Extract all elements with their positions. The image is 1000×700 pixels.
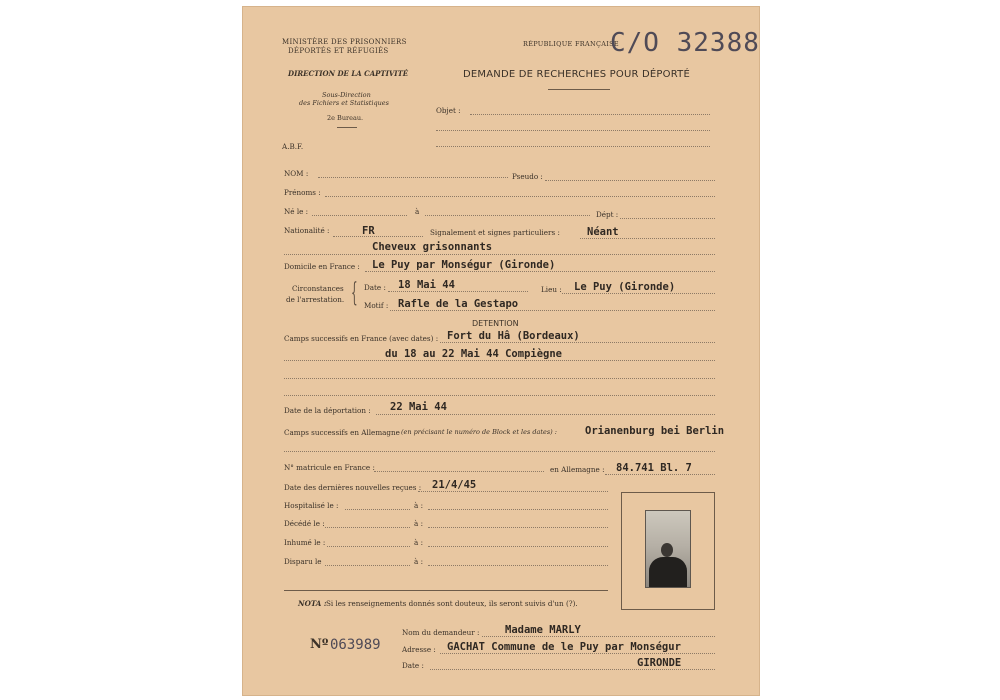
abf-label: A.B.F. [282,142,304,151]
signalement-line [580,238,715,239]
camps-france-line-1 [440,342,715,343]
domicile-value: Le Puy par Monségur (Gironde) [372,259,556,271]
date-arrest-value: 18 Mai 44 [398,279,455,291]
decede-a: à : [414,519,423,528]
ne-a-line [425,215,590,216]
bureau-label: 2e Bureau. [327,114,364,122]
signalement-value: Néant [587,226,619,238]
lieu-value: Le Puy (Gironde) [574,281,676,293]
dept-label: Dépt : [596,210,619,219]
number-prefix: Nº [310,637,329,652]
title-rule [548,89,610,90]
camps-allemagne-label: Camps successifs en Allemagne [284,428,400,437]
demandeur-label: Nom du demandeur : [402,628,480,637]
nouvelles-label: Date des dernières nouvelles reçues : [284,483,422,492]
inhume-label: Inhumé le : [284,538,326,547]
objet-label: Objet : [436,106,461,115]
decede-label: Décédé le : [284,519,325,528]
camps-allemagne-value: Orianenburg bei Berlin [585,425,725,437]
camps-allemagne-line [284,451,715,452]
deportation-line [376,414,715,415]
circonstances-label-1: Circonstances [292,284,344,293]
inhume-a: à : [414,538,423,547]
date-footer-line [430,669,715,670]
republique-label: RÉPUBLIQUE FRANÇAISE [523,40,619,48]
camps-allemagne-hint: (en précisant le numéro de Block et les dates) : [401,428,557,436]
pseudo-line [545,180,715,181]
hospitalise-a-line [428,509,608,510]
camps-france-line-3 [284,378,715,379]
matricule-allemagne-line [605,474,715,475]
ne-le-label: Né le : [284,207,309,216]
deportation-label: Date de la déportation : [284,406,371,415]
date-footer-label: Date : [402,661,424,670]
camps-france-line-2 [284,360,715,361]
nationalite-line [333,236,423,237]
camps-france-line-4 [284,395,715,396]
objet-line-1 [470,114,710,115]
objet-line-3 [436,146,710,147]
nouvelles-value: 21/4/45 [432,479,477,491]
disparu-a: à : [414,557,423,566]
domicile-label: Domicile en France : [284,262,360,271]
demandeur-line [482,636,715,637]
decede-a-line [428,527,608,528]
file-number-stamp: C/O 32388 [610,28,760,58]
matricule-allemagne-value: 84.741 Bl. 7 [616,462,692,474]
adresse-line [440,653,715,654]
lieu-label: Lieu : [541,285,562,294]
nota-text: Si les renseignements donnés sont douteux, ils seront suivis d'un (?). [326,599,578,608]
hospitalise-a: à : [414,501,423,510]
lieu-line [562,293,715,294]
camps-france-value-1: Fort du Hâ (Bordeaux) [447,330,580,342]
hospitalise-line [345,509,410,510]
objet-line-2 [436,130,710,131]
date-arrest-line [388,291,528,292]
matricule-france-line [374,471,544,472]
bureau-rule [337,127,357,128]
inhume-a-line [428,546,608,547]
nota-label: NOTA : [298,599,327,608]
portrait-head [661,543,673,557]
ne-le-line [312,215,407,216]
portrait-body [649,557,687,588]
sous-direction-2: des Fichiers et Statistiques [299,99,389,107]
domicile-line [365,271,715,272]
adresse-value-2: GIRONDE [637,657,682,669]
portrait-photo [645,510,691,588]
matricule-allemagne-label: en Allemagne : [550,465,605,474]
matricule-france-label: N° matricule en France : [284,463,375,472]
nom-label: NOM : [284,169,309,178]
nota-rule [284,590,608,591]
sous-direction-1: Sous-Direction [322,91,371,99]
adresse-label: Adresse : [402,645,436,654]
nationalite-label: Nationalité : [284,226,330,235]
circonstances-label-2: de l'arrestation. [286,295,345,304]
disparu-line [325,565,410,566]
date-arrest-label: Date : [364,283,386,292]
decede-line [325,527,410,528]
camps-france-value-2: du 18 au 22 Mai 44 Compiègne [385,348,563,360]
nationalite-value: FR [362,225,375,237]
disparu-a-line [428,565,608,566]
form-number: 063989 [330,637,381,653]
form-title: DEMANDE DE RECHERCHES POUR DÉPORTÉ [463,69,690,80]
disparu-label: Disparu le [284,557,322,566]
prenoms-line [325,196,715,197]
pseudo-label: Pseudo : [512,172,543,181]
signalement-label: Signalement et signes particuliers : [430,228,560,237]
dept-line [620,218,715,219]
direction-title: DIRECTION DE LA CAPTIVITÉ [288,69,409,78]
signalement-extra-line [284,254,715,255]
ministry-line-1: MINISTÈRE DES PRISONNIERS [282,38,407,46]
inhume-line [327,546,410,547]
ministry-line-2: DÉPORTÉS ET RÉFUGIÉS [288,47,389,55]
detention-heading: DETENTION [472,319,519,328]
motif-label: Motif : [364,301,389,310]
motif-value: Rafle de la Gestapo [398,298,519,310]
hospitalise-label: Hospitalisé le : [284,501,339,510]
motif-line [390,310,715,311]
adresse-value: GACHAT Commune de le Puy par Monségur [447,641,681,653]
demandeur-value: Madame MARLY [505,624,581,636]
prenoms-label: Prénoms : [284,188,321,197]
deportation-value: 22 Mai 44 [390,401,447,413]
ne-a-label: à [415,207,420,216]
brace: { [350,278,358,308]
nouvelles-line [418,491,608,492]
nom-line [318,177,508,178]
camps-france-label: Camps successifs en France (avec dates) : [284,334,439,343]
signalement-extra: Cheveux grisonnants [372,241,493,253]
